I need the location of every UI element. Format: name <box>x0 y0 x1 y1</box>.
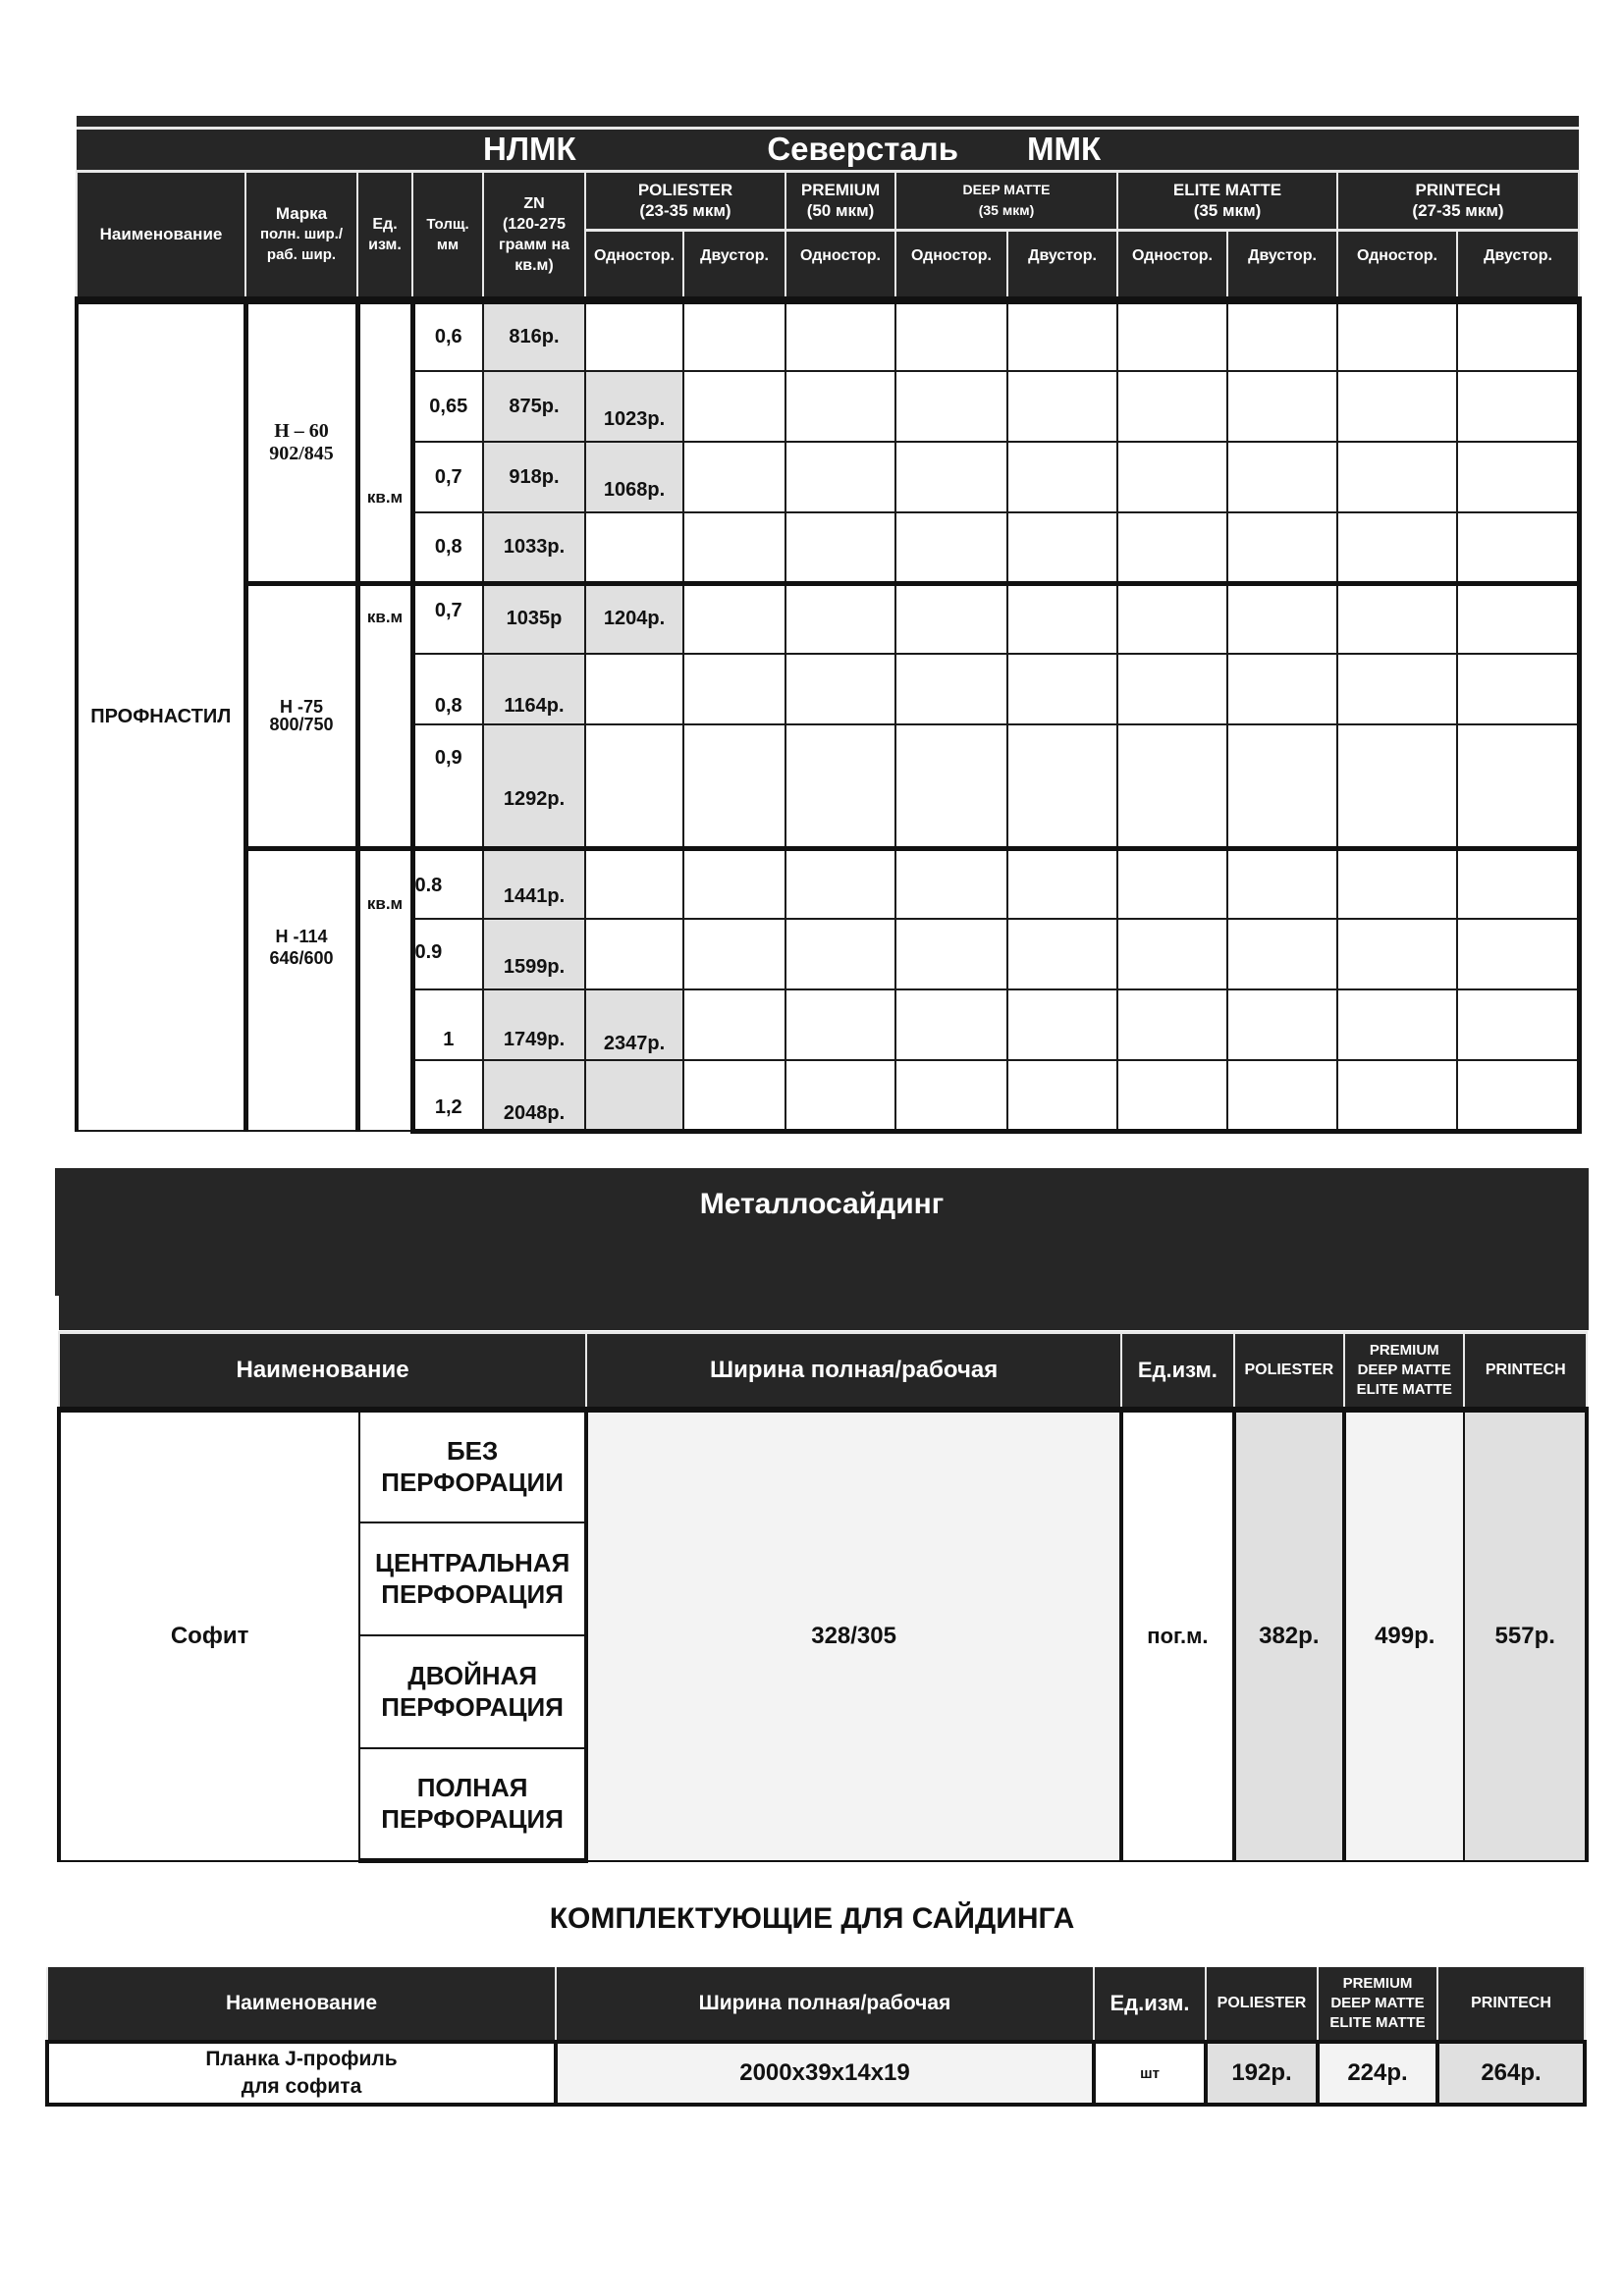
components-title: КОМПЛЕКТУЮЩИЕ ДЛЯ САЙДИНГА <box>549 1902 1075 1935</box>
col-header-unit: Ед.изм. <box>1094 1967 1206 2042</box>
col-header-premium: PREMIUM DEEP MATTE ELITE MATTE <box>1318 1967 1437 2042</box>
zn-price: 816р. <box>483 300 585 371</box>
col-header-unit: Ед. изм. <box>357 171 412 300</box>
variant-cell: ЦЕНТРАЛЬНАЯ ПЕРФОРАЦИЯ <box>359 1522 586 1635</box>
col-header-deep-matte: DEEP MATTE (35 мкм) <box>895 171 1117 230</box>
brand-row <box>77 128 1579 171</box>
col-header-zn: ZN (120-275 грамм на кв.м) <box>483 171 585 300</box>
zn-price: 1164р. <box>483 654 585 724</box>
col-header-premium: PREMIUM DEEP MATTE ELITE MATTE <box>1344 1333 1464 1410</box>
poliester-one-price <box>585 1060 683 1131</box>
col-header-two-side: Двустор. <box>1457 230 1579 300</box>
unit-cell: шт <box>1094 2042 1206 2105</box>
col-header-two-side: Двустор. <box>1227 230 1337 300</box>
printech-price: 264р. <box>1437 2042 1585 2105</box>
col-header-printech: PRINTECH <box>1437 1967 1585 2042</box>
col-header-one-side: Одностор. <box>785 230 895 300</box>
thickness-cell: 1,2 <box>412 1060 483 1131</box>
thickness-cell: 0,6 <box>412 300 483 371</box>
thickness-cell: 0,8 <box>412 654 483 724</box>
thickness-cell: 0,9 <box>412 724 483 848</box>
col-header-printech: PRINTECH (27-35 мкм) <box>1337 171 1579 230</box>
zn-price: 1441р. <box>483 848 585 919</box>
brand-mmk: ММК <box>1007 128 1227 171</box>
unit-cell: кв.м <box>357 848 412 1131</box>
col-header-name: Наименование <box>47 1967 556 2042</box>
col-header-poliester: POLIESTER (23-35 мкм) <box>585 171 785 230</box>
unit-cell: кв.м <box>357 300 412 583</box>
table-row <box>47 2042 1585 2105</box>
thickness-cell: 0.8 <box>412 848 483 919</box>
metallosiding-title: Металлосайдинг <box>55 1168 1589 1296</box>
poliester-one-price <box>585 300 683 371</box>
col-header-width: Ширина полная/рабочая <box>556 1967 1094 2042</box>
thickness-cell: 1 <box>412 989 483 1060</box>
unit-cell: пог.м. <box>1121 1410 1233 1861</box>
zn-price: 1033р. <box>483 512 585 583</box>
variant-cell: БЕЗ ПЕРФОРАЦИИ <box>359 1410 586 1522</box>
mark-cell: Н -114 646/600 <box>245 848 357 1131</box>
mark-cell: Н – 60 902/845 <box>245 300 357 583</box>
col-header-two-side: Двустор. <box>1007 230 1117 300</box>
col-header-printech: PRINTECH <box>1464 1333 1587 1410</box>
zn-price: 1292р. <box>483 724 585 848</box>
poliester-one-price: 1023р. <box>585 371 683 442</box>
table-row <box>59 1410 1587 1522</box>
thickness-cell: 0,65 <box>412 371 483 442</box>
unit-cell: кв.м <box>357 583 412 848</box>
thickness-cell: 0,7 <box>412 583 483 654</box>
table-row <box>77 848 1579 919</box>
profnastil-price-table <box>75 116 1582 1134</box>
col-header-one-side: Одностор. <box>1337 230 1457 300</box>
product-name: Софит <box>59 1410 359 1861</box>
item-name: Планка J-профиль для софита <box>47 2042 556 2105</box>
zn-price: 875р. <box>483 371 585 442</box>
poliester-one-price <box>585 654 683 724</box>
col-header-one-side: Одностор. <box>895 230 1007 300</box>
thickness-cell: 0,7 <box>412 442 483 512</box>
col-header-name: Наименование <box>77 171 245 300</box>
poliester-one-price <box>585 919 683 989</box>
col-header-poliester: POLIESTER <box>1206 1967 1318 2042</box>
col-header-unit: Ед.изм. <box>1121 1333 1233 1410</box>
col-header-two-side: Двустор. <box>683 230 785 300</box>
col-header-width: Ширина полная/рабочая <box>586 1333 1121 1410</box>
zn-price: 1599р. <box>483 919 585 989</box>
premium-price: 499р. <box>1344 1410 1464 1861</box>
mark-cell: Н -75 800/750 <box>245 583 357 848</box>
zn-price: 1035р <box>483 583 585 654</box>
table-row <box>77 300 1579 371</box>
zn-price: 918р. <box>483 442 585 512</box>
col-header-elite-matte: ELITE MATTE (35 мкм) <box>1117 171 1337 230</box>
poliester-price: 382р. <box>1234 1410 1344 1861</box>
col-header-mark: Марка полн. шир./ раб. шир. <box>245 171 357 300</box>
printech-price: 557р. <box>1464 1410 1587 1861</box>
col-header-poliester: POLIESTER <box>1234 1333 1344 1410</box>
col-header-name: Наименование <box>59 1333 586 1410</box>
premium-price: 224р. <box>1318 2042 1437 2105</box>
thickness-cell: 0,8 <box>412 512 483 583</box>
metallosiding-table <box>57 1331 1589 1863</box>
width-cell: 328/305 <box>586 1410 1121 1861</box>
col-header-premium: PREMIUM (50 мкм) <box>785 171 895 230</box>
brand-severstal: Северсталь <box>585 128 1007 171</box>
poliester-one-price: 1068р. <box>585 442 683 512</box>
variant-cell: ДВОЙНАЯ ПЕРФОРАЦИЯ <box>359 1635 586 1748</box>
col-header-thickness: Толщ. мм <box>412 171 483 300</box>
table-row <box>77 583 1579 654</box>
product-name: ПРОФНАСТИЛ <box>77 300 245 1131</box>
zn-price: 2048р. <box>483 1060 585 1131</box>
poliester-one-price <box>585 512 683 583</box>
zn-price: 1749р. <box>483 989 585 1060</box>
brand-nlmk: НЛМК <box>483 128 585 171</box>
width-cell: 2000x39x14x19 <box>556 2042 1094 2105</box>
col-header-one-side: Одностор. <box>585 230 683 300</box>
components-table <box>45 1967 1587 2107</box>
poliester-one-price <box>585 724 683 848</box>
poliester-price: 192р. <box>1206 2042 1318 2105</box>
poliester-one-price: 1204р. <box>585 583 683 654</box>
thickness-cell: 0.9 <box>412 919 483 989</box>
header-top-bar <box>77 116 1579 128</box>
variant-cell: ПОЛНАЯ ПЕРФОРАЦИЯ <box>359 1748 586 1861</box>
col-header-one-side: Одностор. <box>1117 230 1227 300</box>
poliester-one-price: 2347р. <box>585 989 683 1060</box>
poliester-one-price <box>585 848 683 919</box>
